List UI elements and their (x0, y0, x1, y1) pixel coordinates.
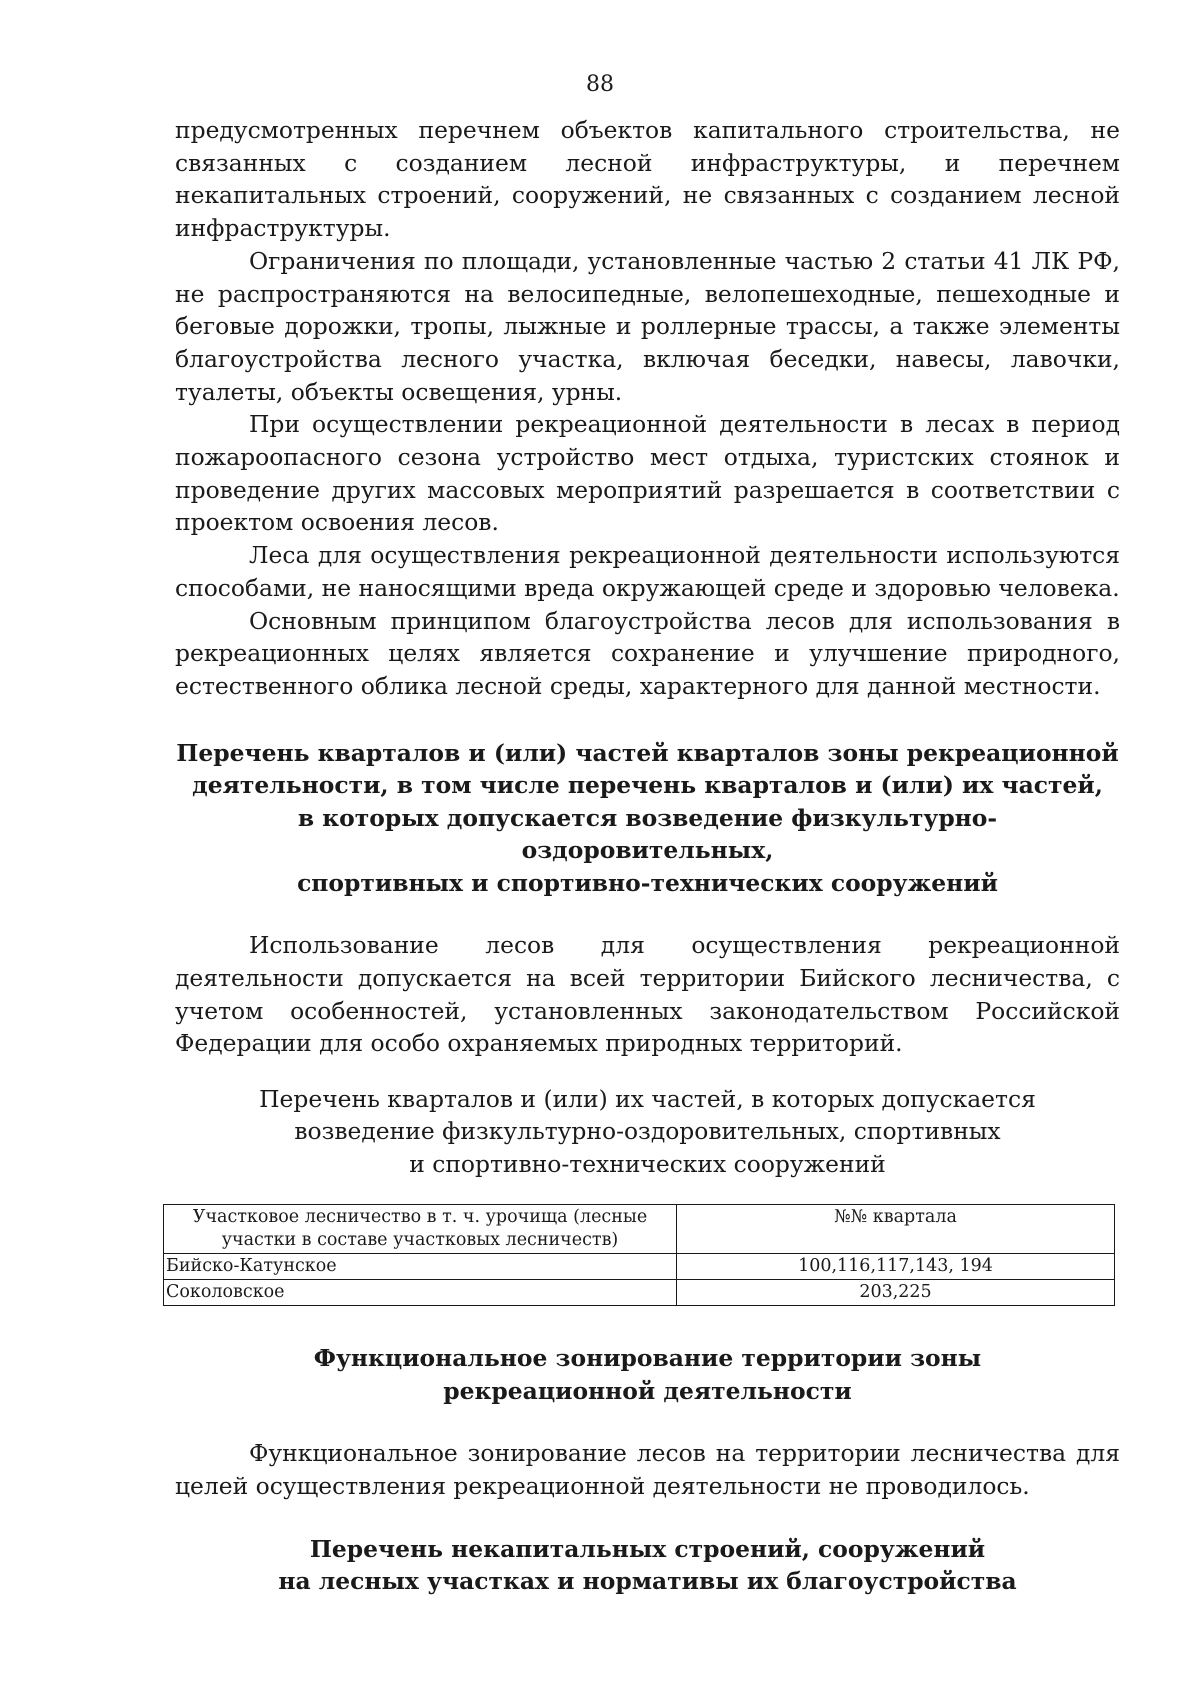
document-body (166, 114, 1120, 1598)
caption-line: возведение физкультурно-оздоровительных, спортивных (294, 1117, 1001, 1146)
paragraph-zoning: Функциональное зонирование лесов на территории лесничества для целей осуществления рекреационной деятельности не проводилось. (175, 1439, 1120, 1501)
paragraph-usage-methods: Леса для осуществления рекреационной деятельности используются способами, не наносящими вреда окружающей среде и здоровью человека. (175, 541, 1120, 602)
heading-line: спортивных и спортивно-технических сооружений (297, 868, 998, 897)
paragraph-landscaping-principle: Основным принципом благоустройства лесов для использования в рекреационных целях является сохранение и улучшение природного, естественного облика лесной среды, характерного для данной местности. (175, 606, 1120, 700)
page-number: 88 (586, 72, 614, 97)
caption-line: Перечень кварталов и (или) их частей, в которых допускается (259, 1084, 1036, 1113)
section-heading-non-capital-structures (175, 1533, 1120, 1598)
heading-line: Функциональное зонирование территории зоны (313, 1344, 982, 1373)
heading-line: деятельности, в том числе перечень кварталов и (или) их частей, (192, 771, 1103, 800)
paragraph-fire-season: При осуществлении рекреационной деятельности в лесах в период пожароопасного сезона устройство мест отдыха, туристских стоянок и проведение других массовых мероприятий разрешается в соответствии с проектом освоения лесов. (175, 410, 1120, 537)
table-row (164, 1280, 1115, 1306)
table-row (164, 1254, 1115, 1280)
cell-forestry: Соколовское (164, 1280, 677, 1306)
cell-quarters: 203,225 (677, 1280, 1115, 1306)
heading-line: на лесных участках и нормативы их благоустройства (278, 1567, 1017, 1596)
quarters-table (163, 1204, 1115, 1306)
heading-line: рекреационной деятельности (443, 1376, 852, 1405)
table-caption (175, 1083, 1120, 1181)
section-heading-recreation-quarters (175, 737, 1120, 900)
heading-line: в которых допускается возведение физкультурно-оздоровительных, (297, 803, 998, 865)
paragraph-continuation: предусмотренных перечнем объектов капитального строительства, не связанных с созданием лесной инфраструктуры, и перечнем некапитальных строений, сооружений, не связанных с созданием лесной инфраструктуры. (175, 116, 1120, 243)
caption-line: и спортивно-технических сооружений (409, 1149, 886, 1178)
cell-quarters: 100,116,117,143, 194 (677, 1254, 1115, 1280)
header-forestry: Участковое лесничество в т. ч. урочища (лесные участки в составе участковых лесничеств) (164, 1205, 677, 1254)
section-heading-functional-zoning (175, 1342, 1120, 1407)
heading-line: Перечень некапитальных строений, сооружений (309, 1534, 986, 1563)
table-header-row (164, 1205, 1115, 1254)
paragraph-area-restrictions: Ограничения по площади, установленные частью 2 статьи 41 ЛК РФ, не распространяются на велосипедные, велопешеходные, пешеходные и беговые дорожки, тропы, лыжные и роллерные трассы, а также элементы благоустройства лесного участка, включая беседки, навесы, лавочки, туалеты, объекты освещения, урны. (175, 246, 1120, 406)
heading-line: Перечень кварталов и (или) частей кварталов зоны рекреационной (176, 738, 1119, 767)
paragraph-usage-territory: Использование лесов для осуществления рекреационной деятельности допускается на всей территории Бийского лесничества, с учетом особенностей, установленных законодательством Российской Федерации для особо охраняемых природных территорий. (175, 931, 1120, 1058)
cell-forestry: Бийско-Катунское (164, 1254, 677, 1280)
header-quarter-numbers: №№ квартала (677, 1205, 1115, 1254)
